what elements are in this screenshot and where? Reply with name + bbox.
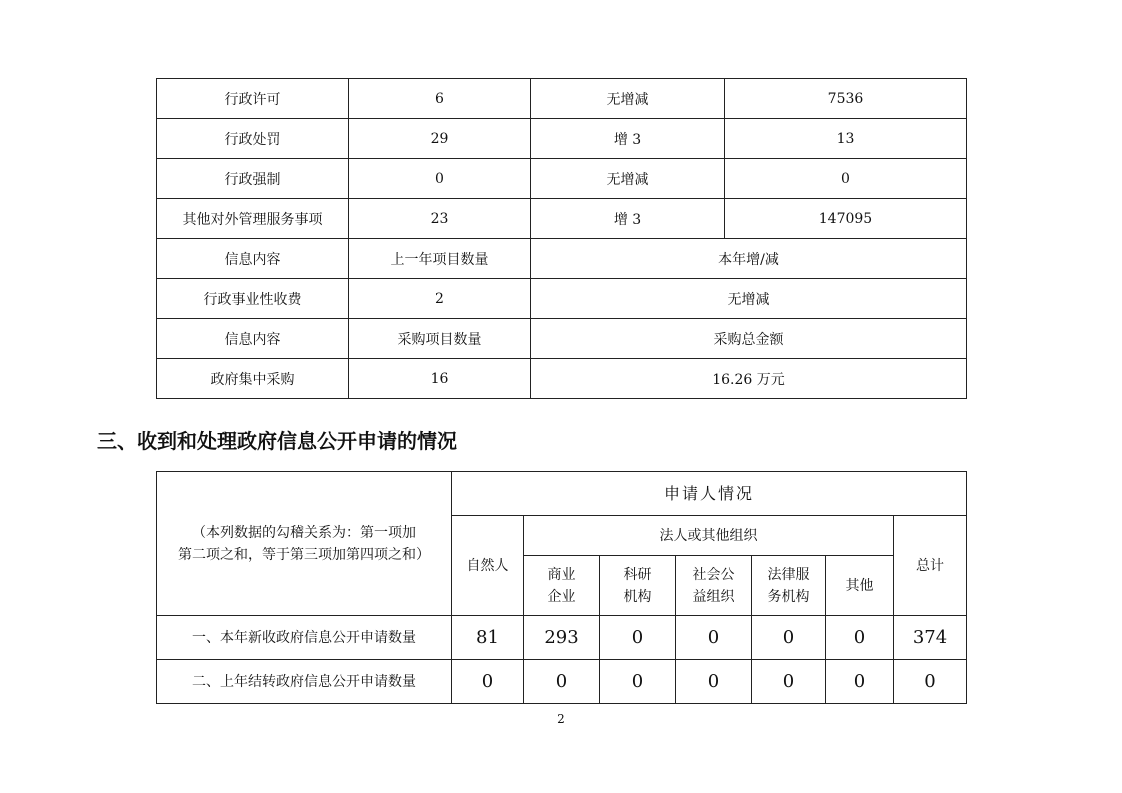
subcol-header: 科研 机构: [600, 556, 676, 616]
procure-amount: 16.26 万元: [531, 359, 967, 399]
table-header-row: [157, 472, 967, 516]
subcol-header: 商业 企业: [524, 556, 600, 616]
change: 无增减: [531, 159, 725, 199]
page-number: 2: [557, 712, 565, 726]
total-header: 总计: [894, 516, 967, 616]
cell-value: 0: [676, 660, 752, 704]
row-label: 行政许可: [157, 79, 349, 119]
cell-value: 0: [894, 660, 967, 704]
header-cell: 信息内容: [157, 239, 349, 279]
table-row: [157, 79, 967, 119]
note-line: （本列数据的勾稽关系为：第一项加: [192, 524, 416, 541]
handled-count: 13: [725, 119, 967, 159]
natural-person-header: 自然人: [452, 516, 524, 616]
fee-header-row: [157, 239, 967, 279]
change: 无增减: [531, 279, 967, 319]
subcol-header: 法律服 务机构: [752, 556, 826, 616]
row-label: 行政事业性收费: [157, 279, 349, 319]
handled-count: 147095: [725, 199, 967, 239]
section-title: 三、收到和处理政府信息公开申请的情况: [97, 429, 457, 453]
service-items-table: [156, 78, 967, 399]
prev-count: 23: [349, 199, 531, 239]
note-line: 第二项之和，等于第三项加第四项之和）: [178, 546, 430, 563]
procure-count: 16: [349, 359, 531, 399]
change: 增 3: [531, 199, 725, 239]
cell-value: 0: [826, 660, 894, 704]
cell-value: 0: [752, 616, 826, 660]
procure-header-row: [157, 319, 967, 359]
prev-count: 29: [349, 119, 531, 159]
change: 无增减: [531, 79, 725, 119]
cell-value: 0: [600, 616, 676, 660]
applications-table: [156, 471, 967, 704]
header-cell: 采购总金额: [531, 319, 967, 359]
fee-row: [157, 279, 967, 319]
header-cell: 采购项目数量: [349, 319, 531, 359]
applicant-header: 申请人情况: [452, 472, 967, 516]
cell-value: 293: [524, 616, 600, 660]
legal-group-header: 法人或其他组织: [524, 516, 894, 556]
table-row: [157, 159, 967, 199]
row-label: 政府集中采购: [157, 359, 349, 399]
subcol-header: 其他: [826, 556, 894, 616]
prev-count: 0: [349, 159, 531, 199]
prev-count: 6: [349, 79, 531, 119]
table-row: [157, 119, 967, 159]
handled-count: 7536: [725, 79, 967, 119]
cell-value: 0: [826, 616, 894, 660]
table-row: [157, 616, 967, 660]
row-label: 行政强制: [157, 159, 349, 199]
cell-value: 374: [894, 616, 967, 660]
header-cell: 本年增/减: [531, 239, 967, 279]
procure-row: [157, 359, 967, 399]
cell-value: 0: [676, 616, 752, 660]
handled-count: 0: [725, 159, 967, 199]
row-label: 二、上年结转政府信息公开申请数量: [157, 660, 452, 704]
header-cell: 信息内容: [157, 319, 349, 359]
table-row: [157, 660, 967, 704]
relation-note: [157, 472, 452, 616]
prev-count: 2: [349, 279, 531, 319]
table-row: [157, 199, 967, 239]
change: 增 3: [531, 119, 725, 159]
row-label: 一、本年新收政府信息公开申请数量: [157, 616, 452, 660]
row-label: 其他对外管理服务事项: [157, 199, 349, 239]
cell-value: 0: [752, 660, 826, 704]
header-cell: 上一年项目数量: [349, 239, 531, 279]
cell-value: 81: [452, 616, 524, 660]
subcol-header: 社会公 益组织: [676, 556, 752, 616]
cell-value: 0: [524, 660, 600, 704]
cell-value: 0: [600, 660, 676, 704]
row-label: 行政处罚: [157, 119, 349, 159]
cell-value: 0: [452, 660, 524, 704]
